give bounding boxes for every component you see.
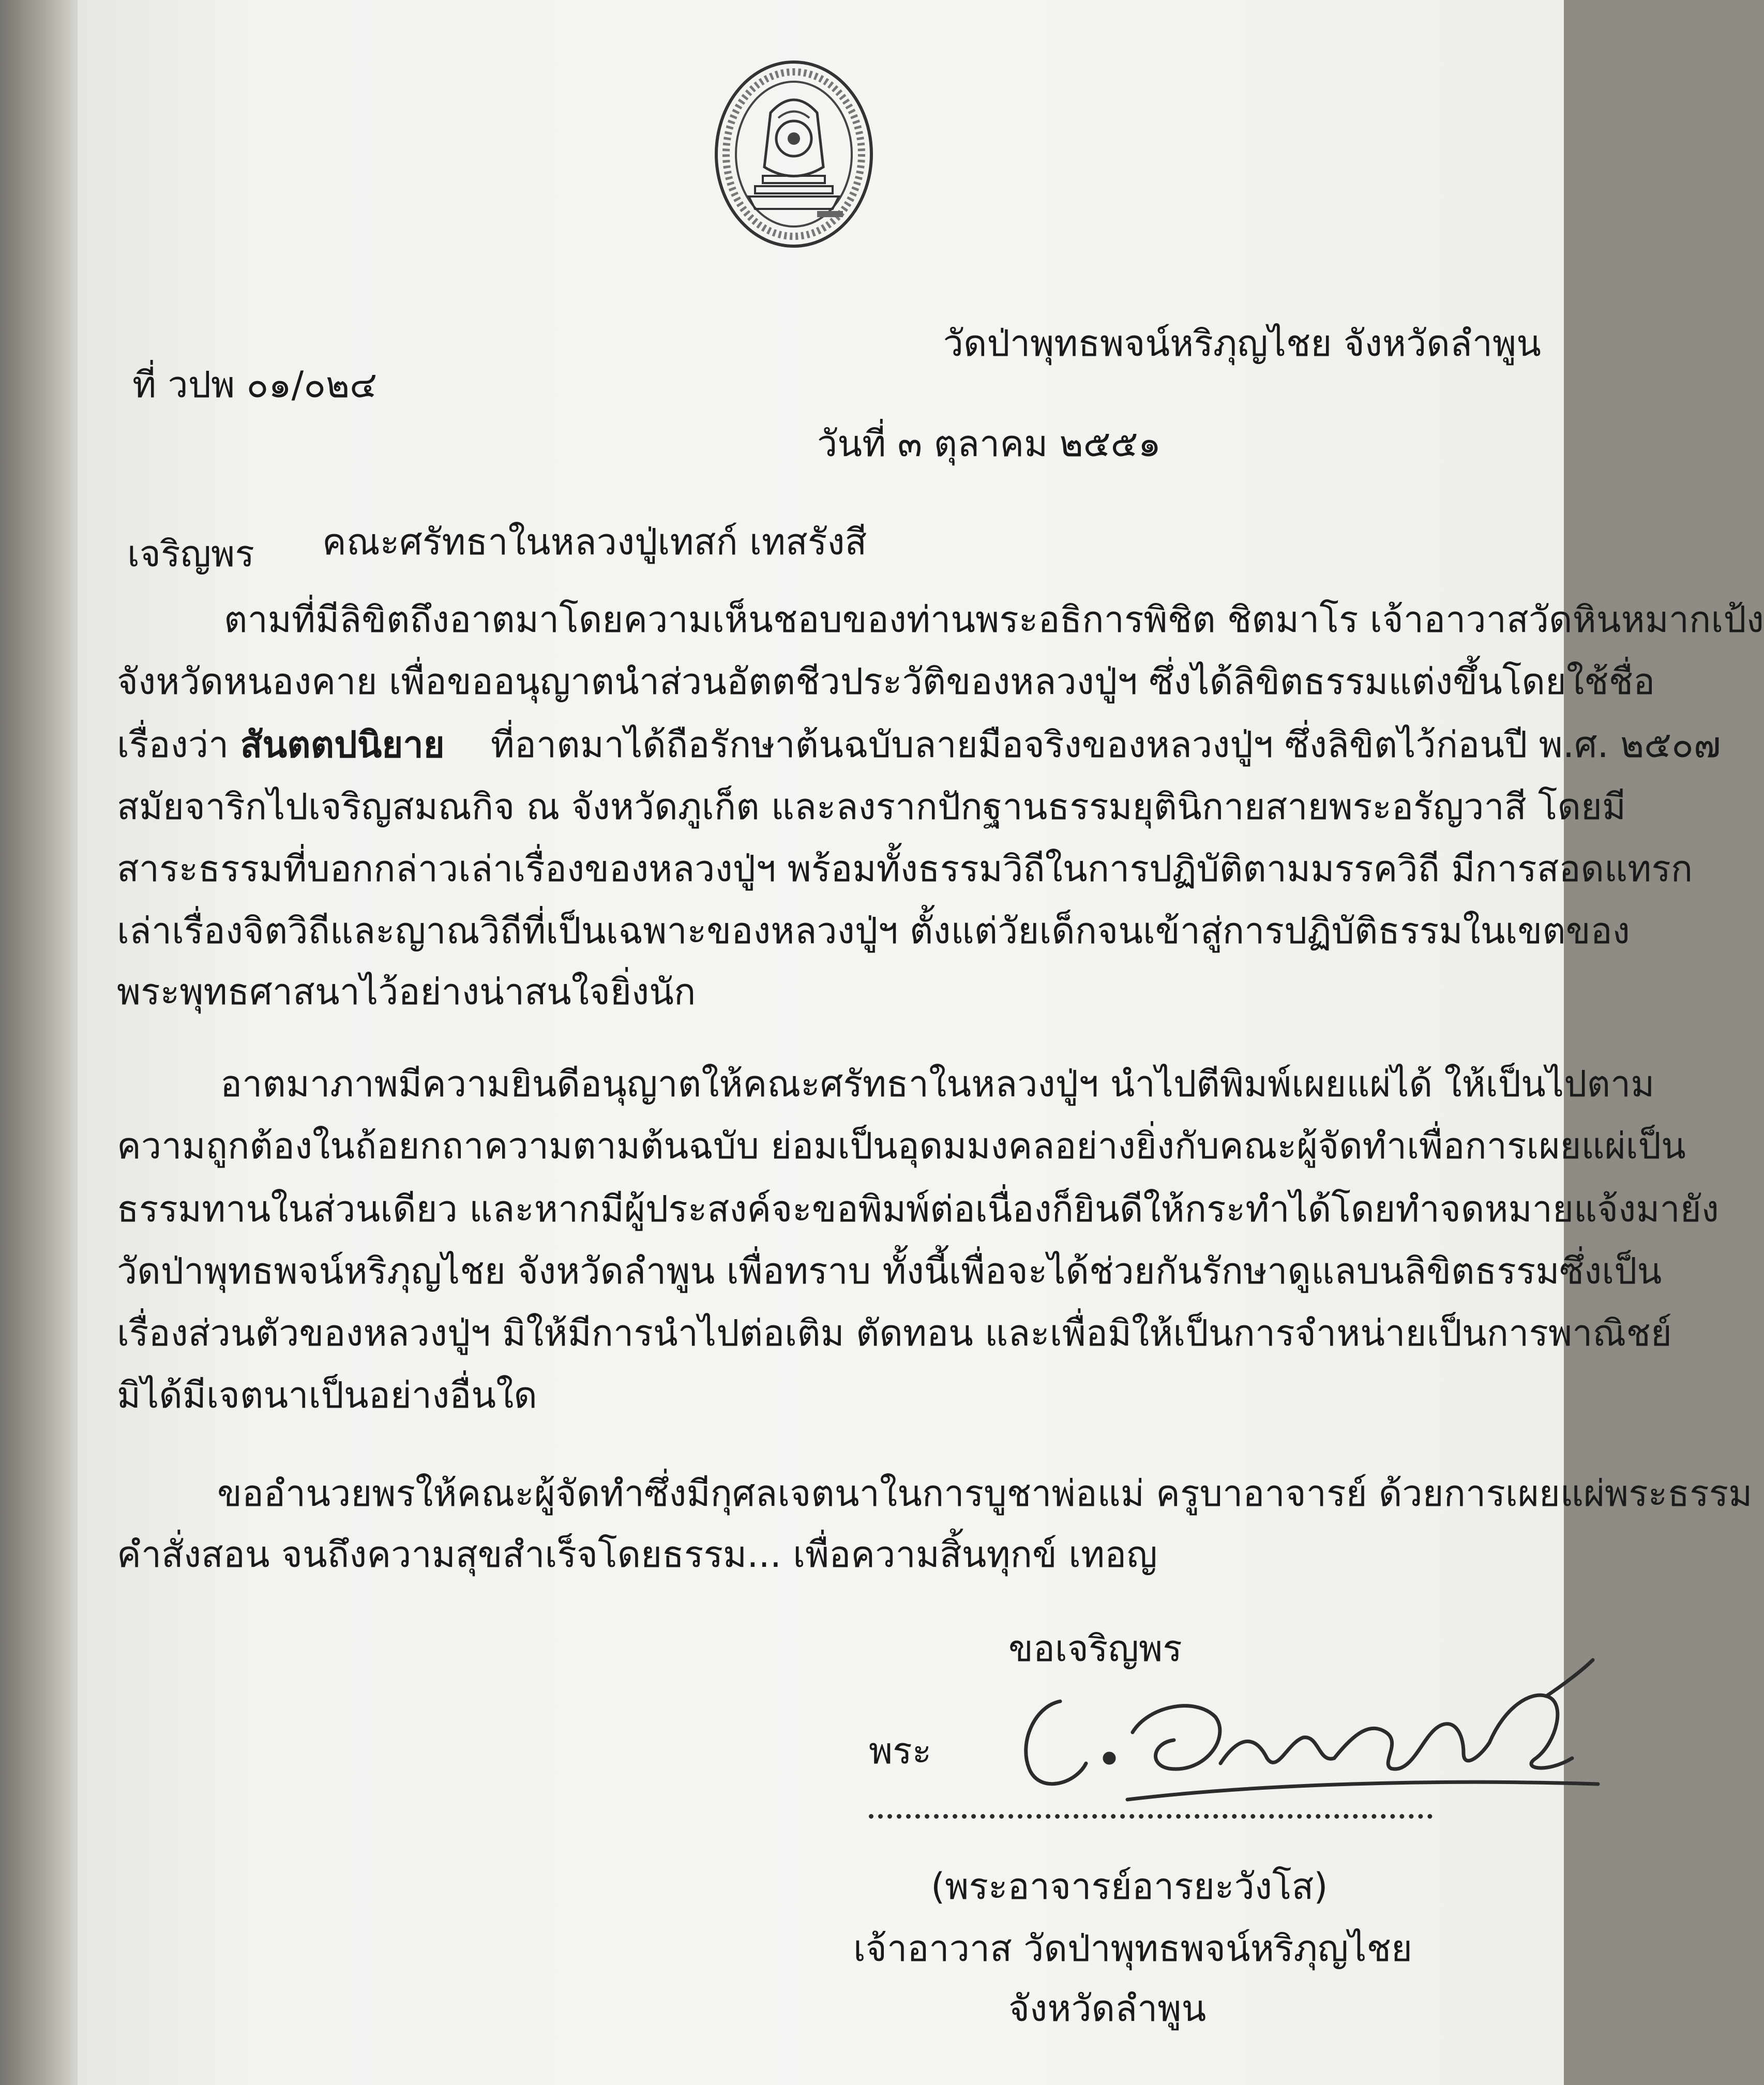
paragraph-2-line-5: เรื่องส่วนตัวของหลวงปู่ฯ มิให้มีการนำไปต่อเติม ตัดทอน และเพื่อมิให้เป็นการจำหน่ายเป็นการพาณิชย์ xyxy=(117,1312,1672,1354)
paragraph-1-line-7: พระพุทธศาสนาไว้อย่างน่าสนใจยิ่งนัก xyxy=(117,971,696,1013)
signer-province: จังหวัดลำพูน xyxy=(1008,1987,1207,2030)
closing-greeting: ขอเจริญพร xyxy=(1008,1627,1182,1670)
handwritten-signature xyxy=(998,1629,1603,1831)
paragraph-1-line-3-rest: ที่อาตมาได้ถือรักษาต้นฉบับลายมือจริงของหลวงปู่ฯ ซึ่งลิขิตไว้ก่อนปี พ.ศ. ๒๕๐๗ xyxy=(490,723,1721,766)
paragraph-1-line-5: สาระธรรมที่บอกกล่าวเล่าเรื่องของหลวงปู่ฯ พร้อมทั้งธรรมวิถีในการปฏิบัติตามมรรควิถี มีการสอดแทรก xyxy=(117,848,1693,890)
reference-number: ที่ วปพ ๐๑/๐๒๔ xyxy=(132,364,378,406)
paragraph-1-line-3 xyxy=(117,720,1721,769)
paragraph-3-line-1: ขออำนวยพรให้คณะผู้จัดทำซึ่งมีกุศลเจตนาในการบูชาพ่อแม่ ครูบาอาจารย์ ด้วยการเผยแผ่พระธรรม xyxy=(217,1472,1753,1515)
signature-line xyxy=(869,1814,1433,1819)
signer-name: (พระอาจารย์อารยะวังโส) xyxy=(931,1865,1328,1908)
paragraph-2-line-6: มิได้มีเจตนาเป็นอย่างอื่นใด xyxy=(117,1374,537,1416)
temple-seal-icon xyxy=(708,56,879,252)
signature-prefix: พระ xyxy=(869,1730,932,1772)
paragraph-3-line-2: คำสั่งสอน จนถึงความสุขสำเร็จโดยธรรม... เพื่อความสิ้นทุกข์ เทอญ xyxy=(117,1533,1157,1576)
paragraph-1-line-4: สมัยจาริกไปเจริญสมณกิจ ณ จังหวัดภูเก็ต และลงรากปักฐานธรรมยุตินิกายสายพระอรัญวาสี โดยมี xyxy=(117,785,1626,828)
paragraph-2-line-3: ธรรมทานในส่วนเดียว และหากมีผู้ประสงค์จะขอพิมพ์ต่อเนื่องก็ยินดีให้กระทำได้โดยทำจดหมายแจ้งมายัง xyxy=(117,1188,1719,1230)
paragraph-1-line-1: ตามที่มีลิขิตถึงอาตมาโดยความเห็นชอบของท่านพระอธิการพิชิต ชิตมาโร เจ้าอาวาสวัดหินหมากเป้ง xyxy=(224,598,1764,641)
recipient: คณะศรัทธาในหลวงปู่เทสก์ เทสรังสี xyxy=(322,521,867,563)
paragraph-1-line-2: จังหวัดหนองคาย เพื่อขออนุญาตนำส่วนอัตตชีวประวัติของหลวงปู่ฯ ซึ่งได้ลิขิตธรรมแต่งขึ้นโดยใช้ชื่อ xyxy=(117,660,1655,703)
temple-address: วัดป่าพุทธพจน์หริภุญไชย จังหวัดลำพูน xyxy=(943,322,1541,365)
paragraph-1-line-6: เล่าเรื่องจิตวิถีและญาณวิถีที่เป็นเฉพาะของหลวงปู่ฯ ตั้งแต่วัยเด็กจนเข้าสู่การปฏิบัติธรรมในเขตของ xyxy=(117,910,1630,952)
title-prefix: เรื่องว่า xyxy=(117,723,240,766)
paragraph-2-line-1: อาตมาภาพมีความยินดีอนุญาตให้คณะศรัทธาในหลวงปู่ฯ นำไปตีพิมพ์เผยแผ่ได้ ให้เป็นไปตาม xyxy=(220,1063,1655,1105)
book-title: สันตตปนิยาย xyxy=(240,723,445,766)
paragraph-2-line-4: วัดป่าพุทธพจน์หริภุญไชย จังหวัดลำพูน เพื่อทราบ ทั้งนี้เพื่อจะได้ช่วยกันรักษาดูแลบนลิขิตธรรมซึ่งเป็น xyxy=(117,1250,1662,1292)
book-spine xyxy=(0,0,78,2085)
letter-date: วันที่ ๓ ตุลาคม ๒๕๕๑ xyxy=(817,422,1162,465)
paragraph-2-line-2: ความถูกต้องในถ้อยกถาความตามต้นฉบับ ย่อมเป็นอุดมมงคลอย่างยิ่งกับคณะผู้จัดทำเพื่อการเผยแผ่เป็น xyxy=(117,1125,1686,1167)
signer-position: เจ้าอาวาส วัดป่าพุทธพจน์หริภุญไชย xyxy=(853,1927,1412,1970)
salutation-label: เจริญพร xyxy=(127,533,254,575)
letter-page xyxy=(78,0,1764,2085)
